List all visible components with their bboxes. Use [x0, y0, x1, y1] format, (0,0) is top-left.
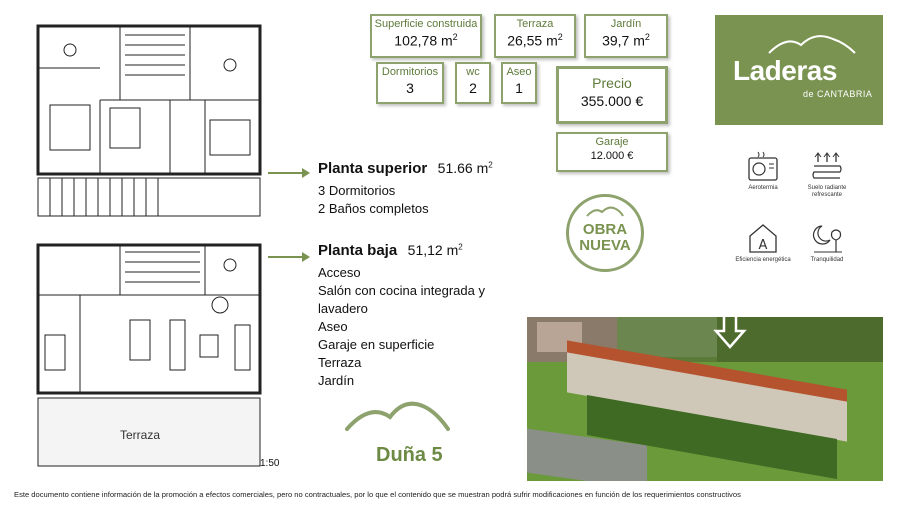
lower-item: Garaje en superficie — [318, 337, 435, 352]
stat-aseo: Aseo 1 — [501, 62, 537, 104]
logo-mountain-icon — [767, 31, 857, 55]
lower-area: 51,12 $m^2$ — [407, 242, 463, 258]
energy-efficiency-icon — [746, 222, 780, 254]
terraza-label: Terraza — [120, 428, 161, 442]
upper-item: 3 Dormitorios — [318, 183, 396, 198]
lower-item: Terraza — [318, 355, 362, 370]
badge-mountain-icon — [585, 205, 625, 217]
model-name: Duña 5 — [376, 444, 443, 466]
upper-arrow — [268, 172, 304, 174]
lower-item: Salón con cocina integrada y — [318, 283, 485, 298]
tranquility-icon — [810, 222, 844, 254]
stat-terraza: Terraza 26,55 $m^2$ — [494, 14, 576, 58]
lower-item: Acceso — [318, 265, 361, 280]
mountain-icon — [345, 395, 450, 435]
feature-tranquilidad: Tranquilidad — [798, 222, 856, 282]
upper-area: 51.66 $m^2$ — [437, 160, 493, 176]
obra-nueva-badge: OBRA NUEVA — [566, 194, 644, 272]
lower-item: Jardín — [318, 373, 355, 388]
scale-label: 1:50 — [260, 458, 280, 469]
lower-arrow — [268, 256, 304, 258]
brand-logo — [715, 15, 883, 125]
disclaimer: Este documento contiene información de la promoción a efectos comerciales, pero no contractuales, por lo que el contenido que se muestran podrá sufrir modificaciones en función de los requerimientos constructivos — [14, 490, 741, 499]
svg-text:A: A — [758, 238, 768, 253]
lower-item: lavadero — [318, 301, 368, 316]
location-arrow-icon — [713, 317, 747, 349]
stat-superficie: Superficie construida 102,78 $m^2$ — [370, 14, 482, 58]
logo-name: Laderas — [733, 55, 837, 86]
aerial-photo — [527, 317, 883, 481]
lower-item: Aseo — [318, 319, 348, 334]
heat-pump-icon — [746, 150, 780, 182]
upper-title: Planta superior — [318, 160, 428, 177]
stat-dormitorios: Dormitorios 3 — [376, 62, 444, 104]
feature-eficiencia: A Eficiencia energética — [734, 222, 792, 282]
feature-aerotermia: Aerotermia — [734, 150, 792, 210]
radiant-floor-icon — [810, 150, 844, 182]
lower-floor-info — [318, 242, 485, 390]
upper-floor-info — [318, 160, 493, 218]
lower-title: Planta baja — [318, 242, 398, 259]
feature-suelo-radiante: Suelo radiante refrescante — [798, 150, 856, 210]
logo-subtitle: de CANTABRIA — [803, 89, 873, 99]
stat-jardin: Jardín 39,7 $m^2$ — [584, 14, 668, 58]
stat-garaje: Garaje 12.000 € — [556, 132, 668, 172]
upper-item: 2 Baños completos — [318, 201, 429, 216]
stat-wc: wc 2 — [455, 62, 491, 104]
upper-floor-plan — [30, 20, 270, 220]
stat-precio: Precio 355.000 € — [556, 66, 668, 124]
